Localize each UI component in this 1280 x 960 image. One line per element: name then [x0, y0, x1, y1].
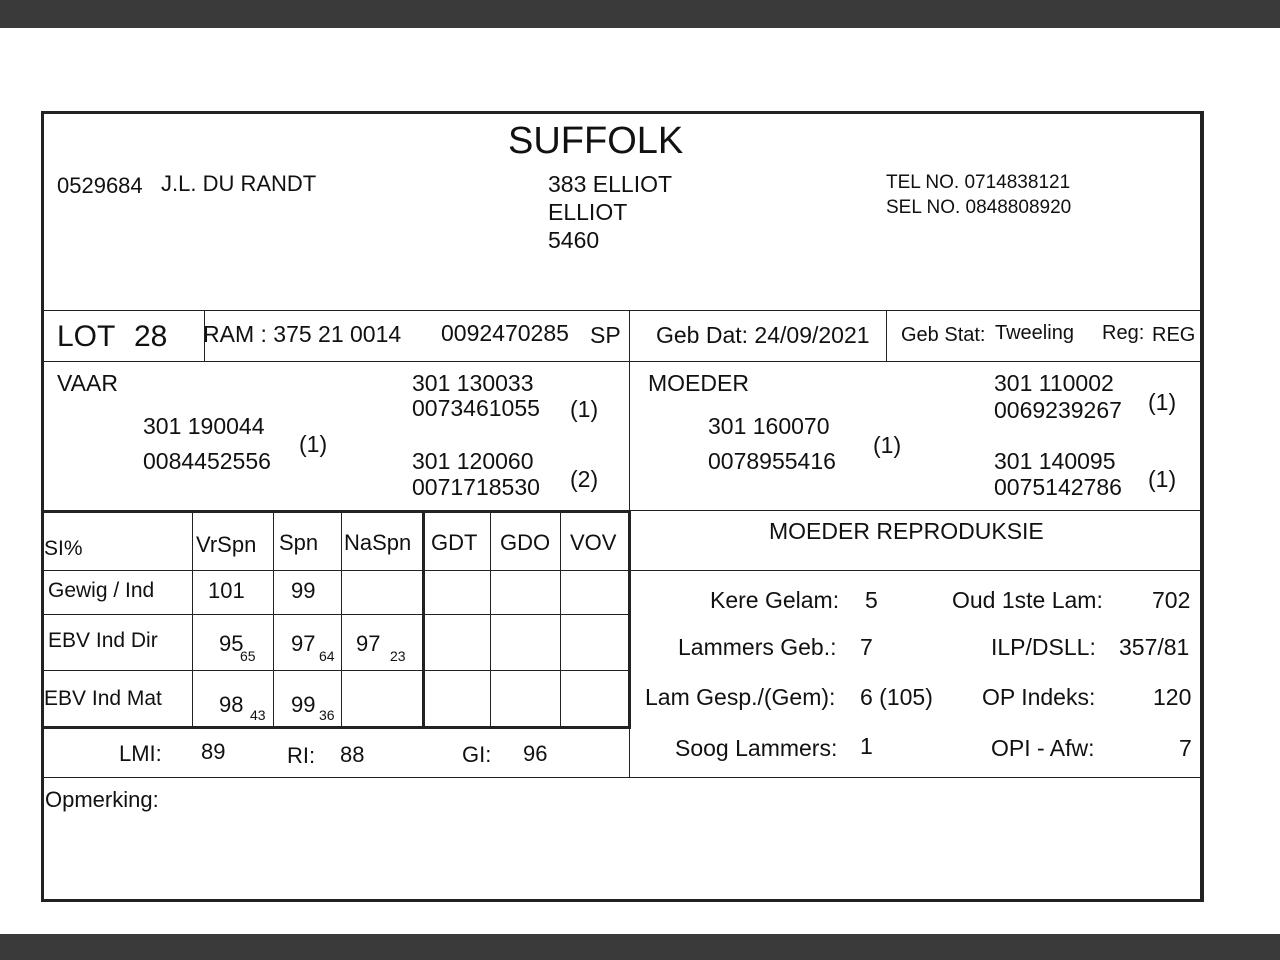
moeder-code: (1)	[873, 432, 902, 458]
address-line-2: ELLIOT	[548, 199, 628, 225]
row-label-ebv-dir: EBV Ind Dir	[48, 629, 158, 652]
vaar-sire-reg: 301 130033	[412, 370, 534, 396]
row-label-gewig: Gewig / Ind	[48, 579, 155, 602]
lam-gesp-value: 6 (105)	[860, 684, 933, 710]
vaar-dam-id: 0071718530	[412, 474, 540, 500]
soog-label: Soog Lammers:	[675, 735, 838, 761]
ebv-mat-spn-sub: 36	[319, 707, 335, 723]
moeder-sire-code: (1)	[1148, 389, 1177, 415]
kere-gelam-label: Kere Gelam:	[710, 587, 840, 613]
reproduction-title: MOEDER REPRODUKSIE	[769, 518, 1044, 544]
row-label-ebv-mat: EBV Ind Mat	[44, 687, 162, 710]
vaar-code: (1)	[299, 431, 328, 457]
op-indeks-label: OP Indeks:	[982, 684, 1096, 710]
moeder-reg: 301 160070	[708, 413, 830, 439]
col-header-gdo: GDO	[500, 530, 551, 555]
moeder-sire-id: 0069239267	[994, 397, 1122, 423]
ilp-value: 357/81	[1119, 634, 1190, 660]
vaar-sire-id: 0073461055	[412, 395, 540, 421]
lmi-value: 89	[201, 739, 226, 764]
ebv-mat-vrspn-sub: 43	[250, 707, 266, 723]
gi-label: GI:	[462, 742, 492, 767]
moeder-dam-code: (1)	[1148, 466, 1177, 492]
top-bar	[0, 0, 1280, 28]
lot-label: LOT	[57, 320, 116, 353]
reg-value: REG	[1152, 324, 1196, 346]
lammers-geb-label: Lammers Geb.:	[678, 634, 837, 660]
col-header-gdt: GDT	[431, 530, 478, 555]
ilp-label: ILP/DSLL:	[991, 634, 1096, 660]
ram-number: RAM : 375 21 0014	[203, 321, 402, 347]
address-line-3: 5460	[548, 227, 600, 253]
ebv-mat-spn: 99	[291, 692, 316, 717]
col-header-vov: VOV	[570, 530, 617, 555]
moeder-dam-reg: 301 140095	[994, 448, 1116, 474]
reg-label: Reg:	[1102, 322, 1145, 344]
birth-status-value: Tweeling	[995, 322, 1074, 344]
soog-value: 1	[860, 733, 873, 759]
ebv-dir-spn-sub: 64	[319, 648, 335, 664]
moeder-label: MOEDER	[648, 370, 749, 396]
col-header-spn: Spn	[279, 530, 319, 555]
gi-value: 96	[523, 741, 548, 766]
ebv-dir-vrspn-sub: 65	[240, 648, 256, 664]
breeder-number: 0529684	[57, 173, 143, 198]
gewig-vrspn: 101	[208, 578, 245, 603]
vaar-dam-code: (2)	[570, 466, 599, 492]
lmi-label: LMI:	[119, 741, 162, 766]
moeder-dam-id: 0075142786	[994, 474, 1122, 500]
vaar-label: VAAR	[57, 370, 118, 396]
remarks-label: Opmerking:	[45, 787, 159, 812]
tel-number: TEL NO. 0714838121	[886, 172, 1071, 193]
vaar-id: 0084452556	[143, 448, 271, 474]
bottom-bar	[0, 934, 1280, 960]
ebv-dir-vrspn: 95	[219, 631, 244, 656]
kere-gelam-value: 5	[865, 587, 878, 613]
ram-id: 0092470285	[441, 320, 569, 346]
si-corner: SI%	[44, 537, 83, 560]
col-header-vrspn: VrSpn	[196, 532, 257, 557]
ebv-dir-spn: 97	[291, 631, 316, 656]
ri-value: 88	[340, 742, 365, 767]
col-header-naspn: NaSpn	[344, 530, 412, 555]
moeder-sire-reg: 301 110002	[994, 370, 1114, 396]
lot-number: 28	[134, 320, 168, 353]
birth-date: Geb Dat: 24/09/2021	[656, 322, 870, 348]
lammers-geb-value: 7	[860, 634, 873, 660]
ebv-dir-naspn: 97	[356, 631, 381, 656]
address-line-1: 383 ELLIOT	[548, 171, 673, 197]
lam-gesp-label: Lam Gesp./(Gem):	[645, 684, 836, 710]
moeder-id: 0078955416	[708, 448, 836, 474]
breeder-name: J.L. DU RANDT	[161, 171, 317, 196]
breed-title: SUFFOLK	[508, 120, 684, 162]
birth-status-label: Geb Stat:	[901, 324, 986, 346]
oud-value: 702	[1152, 587, 1191, 613]
oud-label: Oud 1ste Lam:	[952, 587, 1103, 613]
gewig-spn: 99	[291, 578, 316, 603]
opi-afw-value: 7	[1179, 735, 1192, 761]
vaar-dam-reg: 301 120060	[412, 448, 534, 474]
ebv-dir-naspn-sub: 23	[390, 648, 406, 664]
ram-suffix: SP	[590, 322, 621, 348]
ri-label: RI:	[287, 743, 316, 768]
sel-number: SEL NO. 0848808920	[886, 197, 1072, 218]
opi-afw-label: OPI - Afw:	[991, 735, 1095, 761]
op-indeks-value: 120	[1153, 684, 1192, 710]
vaar-reg: 301 190044	[143, 413, 265, 439]
vaar-sire-code: (1)	[570, 396, 599, 422]
ebv-mat-vrspn: 98	[219, 692, 244, 717]
